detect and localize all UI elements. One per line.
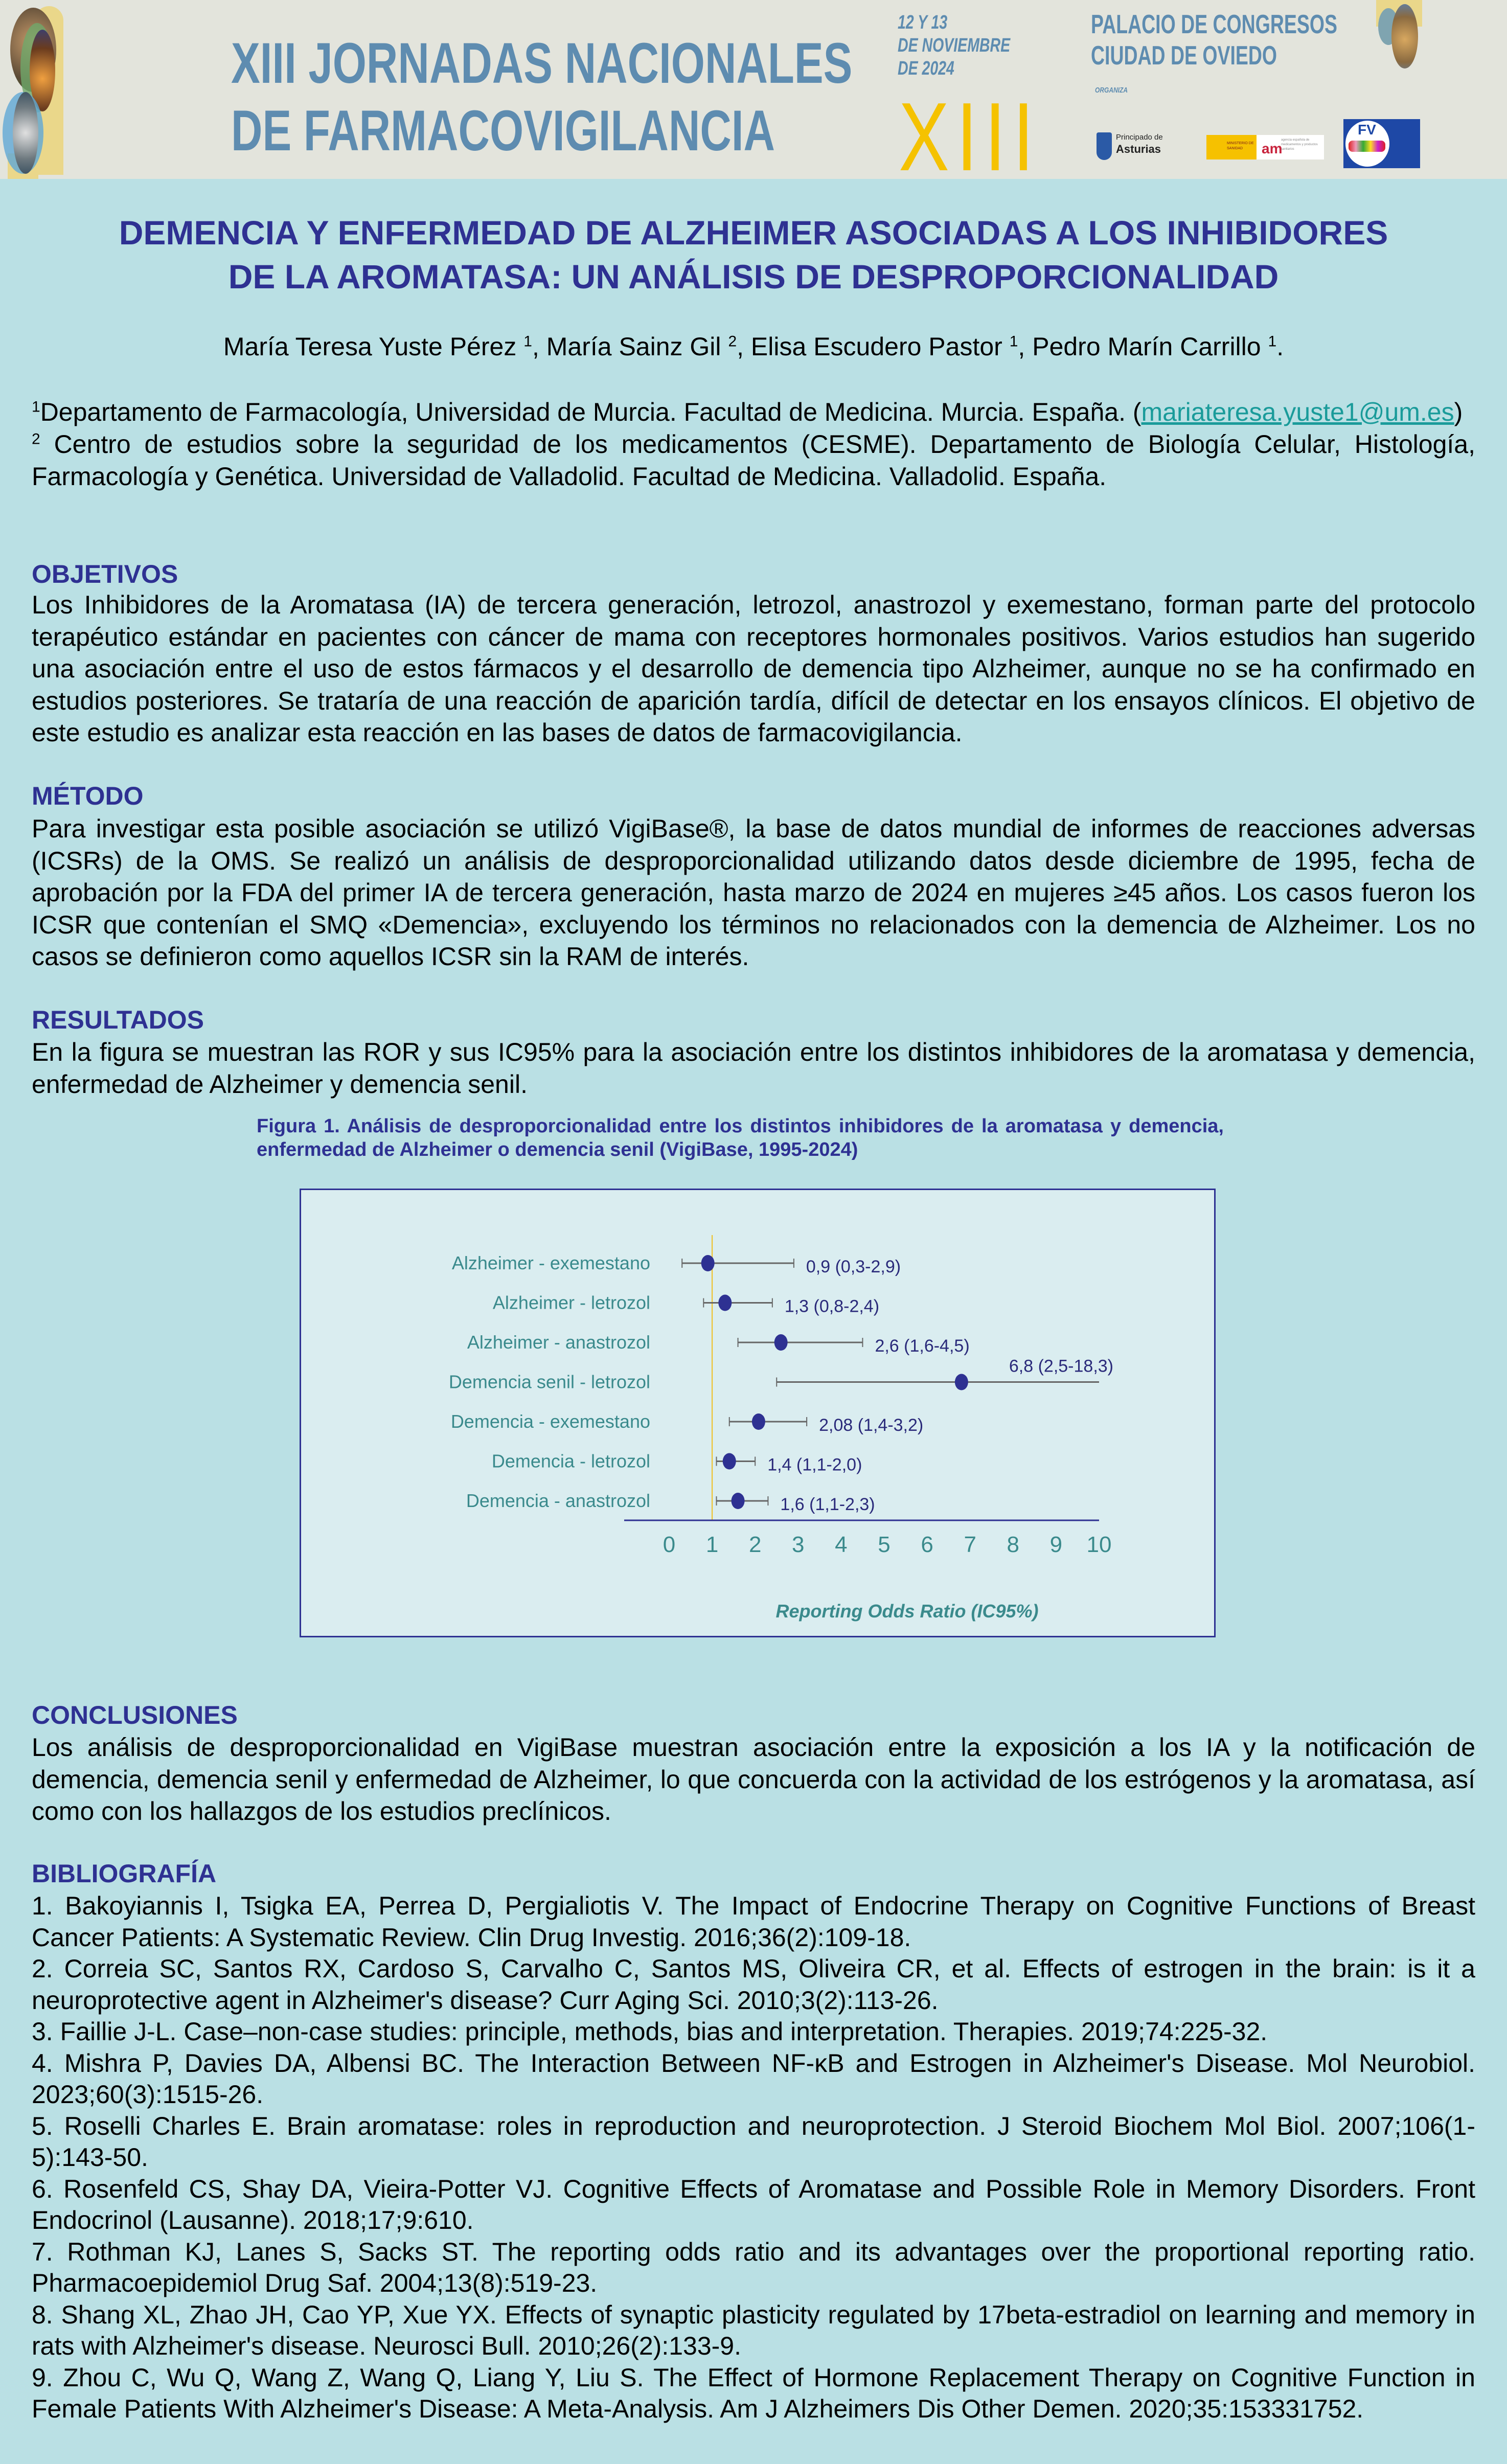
banner-date-line3: DE 2024 (898, 58, 954, 79)
author-space (1261, 332, 1268, 361)
section-heading-conclusiones: CONCLUSIONES (32, 1701, 238, 1729)
author-space (1002, 332, 1010, 361)
ror-point (955, 1374, 968, 1390)
bibliography-list (32, 1890, 1475, 2425)
forest-plot (301, 1190, 1214, 1636)
section-text-objetivos: Los Inhibidores de la Aromatasa (IA) de tercera generación, letrozol, anastrozol y exemestano, forman parte del protocolo terapéutico estándar en pacientes con cáncer de mama con receptores hormonales positivos. Varios estudios han sugerido una asociación entre el uso de estos fármacos y el desarrollo de demencia tipo Alzheimer, aunque no se ha confirmado en estudios posteriores. Se trataría de una reacción de aparición tardía, difícil de detectar en los ensayos clínicos. El objetivo de este estudio es analizar esta reacción en las bases de datos de farmacovigilancia. (32, 590, 1475, 747)
affiliation-1 (32, 396, 1475, 428)
banner-photo-cathedral (1391, 4, 1418, 69)
author-name: Elisa Escudero Pastor (750, 332, 1002, 361)
banner-venue (1091, 9, 1337, 72)
poster-title-line2: DE LA AROMATASA: UN ANÁLISIS DE DESPROPORCIONALIDAD (228, 258, 1279, 295)
figure-caption: Figura 1. Análisis de desproporcionalidad entre los distintos inhibidores de la aromatasa y demencia, enfermedad de Alzheimer o demencia senil (VigiBase, 1995-2024) (257, 1115, 1224, 1160)
x-tick-label: 4 (835, 1532, 848, 1557)
email-link[interactable]: mariateresa.yuste1@um.es (1141, 398, 1454, 426)
affiliation-1-text: Departamento de Farmacología, Universidad de Murcia. Facultad de Medicina. Murcia. España. ( (40, 398, 1141, 426)
ministerio-logo-block (1206, 135, 1257, 159)
author-name: María Teresa Yuste Pérez (223, 332, 517, 361)
author-affiliation-mark: 1 (1268, 333, 1277, 350)
x-axis-title: Reporting Odds Ratio (IC95%) (775, 1601, 1039, 1622)
row-label: Demencia senil - letrozol (448, 1371, 650, 1393)
x-tick-label: 10 (1086, 1532, 1112, 1557)
banner-date (898, 11, 1010, 80)
banner-venue-line2: CIUDAD DE OVIEDO (1091, 41, 1277, 71)
bibliography-item: 7. Rothman KJ, Lanes S, Sacks ST. The reporting odds ratio and its advantages over the proportional reporting ratio. Pharmacoepidemiol Drug Saf. 2004;13(8):519-23. (32, 2237, 1475, 2297)
author-space (516, 332, 523, 361)
banner-title-line1: XIII JORNADAS NACIONALES (231, 31, 853, 95)
ministerio-logo-text: MINISTERIO DE SANIDAD (1227, 142, 1254, 150)
section-text-conclusiones: Los análisis de desproporcionalidad en VigiBase muestran asociación entre la exposición a los IA y la notificación de demencia, demencia senil y enfermedad de Alzheimer, lo que concuerda con la actividad de los estrógenos y la aromatasa, así como con los hallazgos de los estudios preclínicos. (32, 1733, 1475, 1826)
author-name: María Sainz Gil (546, 332, 721, 361)
bibliography-item: 1. Bakoyiannis I, Tsigka EA, Perrea D, Pergialiotis V. The Impact of Endocrine Therapy on Cognitive Functions of Breast Cancer Patients: A Systematic Review. Clin Drug Investig. 2016;36(2):109-18. (32, 1891, 1475, 1952)
banner-venue-line1: PALACIO DE CONGRESOS (1091, 10, 1337, 39)
x-tick-label: 9 (1049, 1532, 1063, 1557)
section-heading-objetivos: OBJETIVOS (32, 560, 178, 588)
asturias-logo-line1: Principado de (1116, 133, 1163, 142)
row-label: Demencia - exemestano (450, 1411, 650, 1432)
row-label: Alzheimer - letrozol (492, 1292, 650, 1313)
section-heading-bibliografia: BIBLIOGRAFÍA (32, 1859, 217, 1888)
x-tick-label: 3 (792, 1532, 805, 1557)
author-affiliation-mark: 2 (728, 333, 737, 350)
banner-date-line2: DE NOVIEMBRE (898, 35, 1011, 56)
bibliography-item: 4. Mishra P, Davies DA, Albensi BC. The Interaction Between NF-κB and Estrogen in Alzheimer's Disease. Mol Neurobiol. 2023;60(3):1515-26. (32, 2048, 1475, 2109)
ror-annotation: 6,8 (2,5-18,3) (1009, 1356, 1113, 1376)
banner-edition: XIII (899, 83, 1041, 191)
row-label: Demencia - letrozol (491, 1450, 650, 1472)
x-tick-label: 0 (663, 1532, 676, 1557)
aemps-logo-mark: am (1262, 141, 1283, 156)
bibliography-item: 9. Zhou C, Wu Q, Wang Z, Wang Q, Liang Y, Liu S. The Effect of Hormone Replacement Therapy on Cognitive Function in Female Patients With Alzheimer's Disease: A Meta-Analysis. Am J Alzheimers Dis Other Demen. 2020;35:153331752. (32, 2363, 1475, 2423)
poster-title-line1: DEMENCIA Y ENFERMEDAD DE ALZHEIMER ASOCIADAS A LOS INHIBIDORES (119, 214, 1388, 252)
affiliation-1-mark: 1 (32, 398, 40, 416)
ror-annotation: 1,4 (1,1-2,0) (767, 1455, 862, 1475)
ror-point (774, 1334, 788, 1351)
bibliography-item: 3. Faillie J-L. Case–non-case studies: principle, methods, bias and interpretation. Therapies. 2019;74:225-32. (32, 2017, 1268, 2046)
section-text-metodo: Para investigar esta posible asociación se utilizó VigiBase®, la base de datos mundial de informes de reacciones adversas (ICSRs) de la OMS. Se realizó un análisis de desproporcionalidad utilizando datos desde diciembre de 1995, fecha de aprobación por la FDA del primer IA de tercera generación, hasta marzo de 2024 en mujeres ≥45 años. Los casos fueron los ICSR que contenían el SMQ «Demencia», excluyendo los términos no relacionados con la demencia de Alzheimer. Los no casos se definieron como aquellos ICSR sin la RAM de interés. (32, 814, 1475, 971)
x-tick-label: 8 (1007, 1532, 1020, 1557)
author-separator: . (1276, 332, 1284, 361)
affiliation-1-close: ) (1454, 398, 1463, 426)
ror-point (732, 1493, 745, 1509)
row-label: Alzheimer - anastrozol (467, 1332, 650, 1353)
asturias-logo-line2: Asturias (1116, 143, 1161, 155)
affiliation-2-text: Centro de estudios sobre la seguridad de los medicamentos (CESME). Departamento de Biología Celular, Histología, Farmacología y Genética. Universidad de Valladolid. Facultad de Medicina. Valladolid. España. (32, 430, 1475, 491)
ror-annotation: 2,08 (1,4-3,2) (819, 1416, 924, 1435)
section-heading-resultados: RESULTADOS (32, 1006, 204, 1034)
affiliation-2 (32, 428, 1475, 493)
conference-banner (0, 0, 1507, 191)
asturias-shield-icon (1097, 132, 1112, 160)
ror-annotation: 1,3 (0,8-2,4) (784, 1296, 880, 1316)
authors-line (0, 331, 1507, 362)
banner-organiza-label: ORGANIZA (1095, 86, 1128, 95)
ror-annotation: 2,6 (1,6-4,5) (875, 1336, 970, 1356)
aemps-logo-text: agencia española de medicamentos y productos sanitarios (1281, 139, 1318, 151)
x-tick-label: 7 (964, 1532, 976, 1557)
banner-photo-building (13, 92, 38, 174)
logo-principado-asturias (1097, 125, 1168, 166)
author-separator: , (737, 332, 751, 361)
fv-logo-map-icon (1349, 141, 1385, 152)
affiliation-2-mark: 2 (32, 430, 40, 448)
ror-annotation: 1,6 (1,1-2,3) (780, 1495, 875, 1514)
row-label: Demencia - anastrozol (466, 1490, 650, 1511)
x-tick-label: 2 (748, 1532, 762, 1557)
banner-title (231, 30, 852, 165)
ror-annotation: 0,9 (0,3-2,9) (806, 1257, 901, 1276)
author-name: Pedro Marín Carrillo (1032, 332, 1261, 361)
ror-point (723, 1453, 736, 1470)
x-tick-label: 1 (705, 1532, 719, 1557)
section-text-resultados: En la figura se muestran las ROR y sus IC95% para la asociación entre los distintos inhibidores de la aromatasa y demencia, enfermedad de Alzheimer y demencia senil. (32, 1038, 1475, 1099)
bibliography-item: 8. Shang XL, Zhao JH, Cao YP, Xue YX. Effects of synaptic plasticity regulated by 17beta-estradiol on learning and memory in rats with Alzheimer's disease. Neurosci Bull. 2010;26(2):133-9. (32, 2300, 1475, 2360)
x-tick-label: 6 (921, 1532, 933, 1557)
author-separator: , (1018, 332, 1033, 361)
bibliography-item: 6. Rosenfeld CS, Shay DA, Vieira-Potter VJ. Cognitive Effects of Aromatase and Possible Role in Memory Disorders. Front Endocrinol (Lausanne). 2018;17;9:610. (32, 2174, 1475, 2234)
asturias-logo-text (1116, 132, 1163, 156)
ror-point (752, 1413, 765, 1430)
poster-title (0, 211, 1507, 299)
forest-plot-frame (300, 1189, 1216, 1637)
author-affiliation-mark: 1 (523, 333, 532, 350)
x-tick-label: 5 (878, 1532, 890, 1557)
fv-logo-text: FV (1358, 122, 1376, 138)
affiliations (32, 396, 1475, 493)
ror-point (718, 1295, 732, 1311)
banner-title-line2: DE FARMACOVIGILANCIA (231, 99, 775, 163)
author-space (721, 332, 728, 361)
row-label: Alzheimer - exemestano (451, 1252, 650, 1273)
ror-point (701, 1255, 715, 1271)
logo-ministerio-aemps (1206, 135, 1324, 159)
author-affiliation-mark: 1 (1009, 333, 1018, 350)
author-separator: , (532, 332, 546, 361)
bibliography-item: 2. Correia SC, Santos RX, Cardoso S, Carvalho C, Santos MS, Oliveira CR, et al. Effects of estrogen in the brain: is it a neuroprotective agent in Alzheimer's disease? Curr Aging Sci. 2010;3(2):113-26. (32, 1954, 1475, 2015)
logo-farmacovigilancia (1343, 119, 1420, 168)
banner-date-line1: 12 Y 13 (898, 12, 948, 33)
section-heading-metodo: MÉTODO (32, 782, 144, 810)
bibliography-item: 5. Roselli Charles E. Brain aromatase: roles in reproduction and neuroprotection. J Steroid Biochem Mol Biol. 2007;106(1-5):143-50. (32, 2111, 1475, 2172)
